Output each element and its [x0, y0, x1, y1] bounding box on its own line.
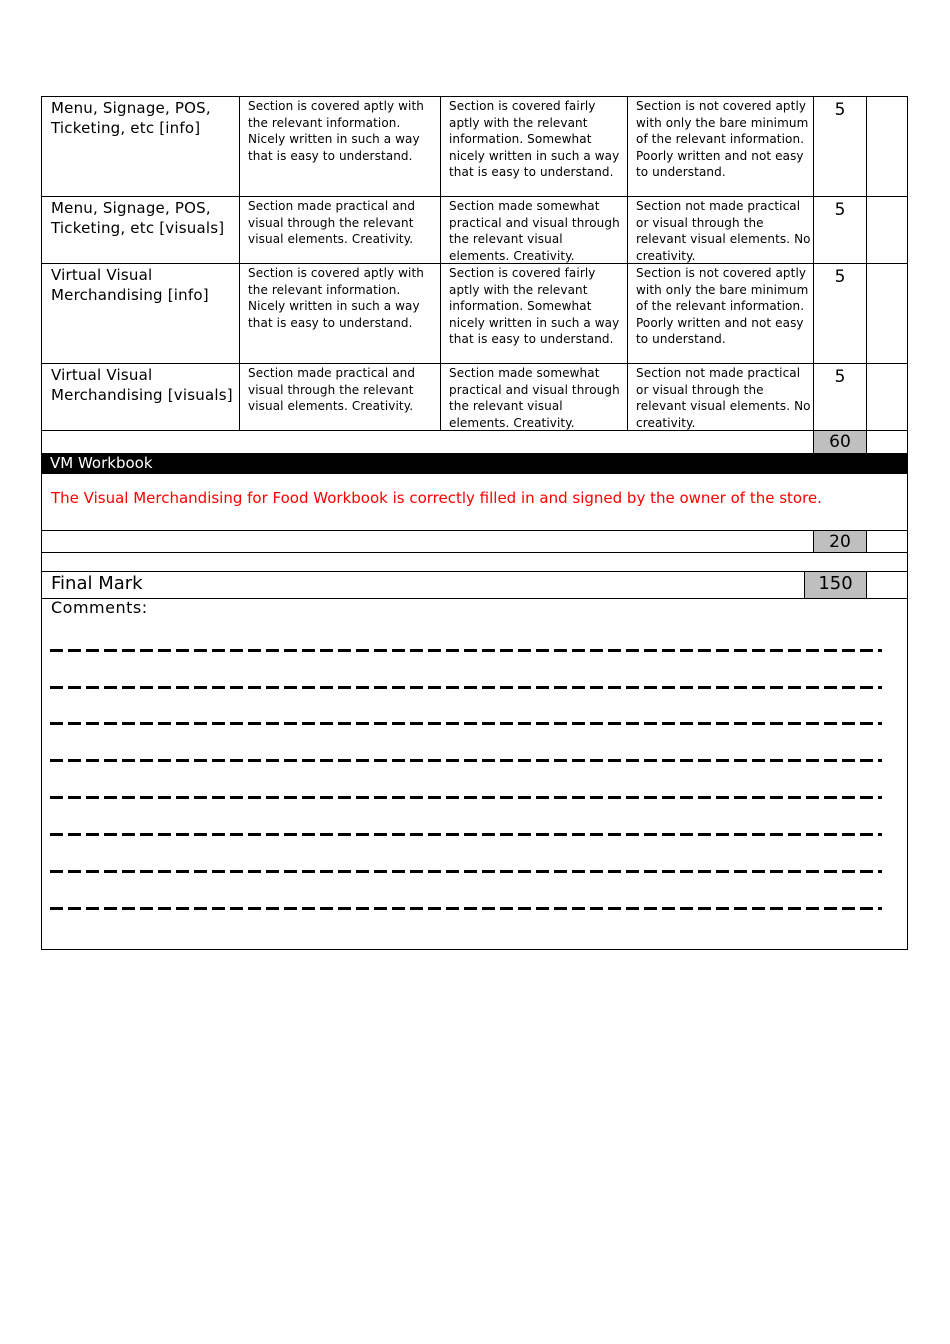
criterion-label: Virtual Visual Merchandising [visuals] — [51, 366, 233, 404]
descriptor-poor: Section is not covered aptly with only the bare minimum of the relevant information. Poorly written and not easy to understand. — [636, 266, 809, 347]
comments-border-bottom — [41, 949, 908, 950]
spacer-border-left — [41, 552, 42, 572]
section-total: 60 — [814, 431, 866, 453]
descriptor-excellent: Section made practical and visual through the relevant visual elements. Creativity. — [248, 366, 416, 414]
rubric-border-right — [907, 96, 908, 454]
comment-line[interactable] — [50, 796, 882, 799]
vm-workbook-description: The Visual Merchandising for Food Workbook is correctly filled in and signed by the owner of the store. — [51, 489, 822, 507]
criterion-label: Menu, Signage, POS, Ticketing, etc [info] — [51, 99, 211, 137]
comment-line[interactable] — [50, 722, 882, 725]
vm-divider — [41, 552, 908, 553]
vm-col-divider — [866, 530, 867, 552]
final-mark-label: Final Mark — [51, 573, 143, 594]
descriptor-average: Section made somewhat practical and visual through the relevant visual elements. Creativity. — [449, 366, 620, 430]
comments-border-left — [41, 598, 42, 950]
vm-workbook-total: 20 — [814, 531, 866, 552]
vm-border-left — [41, 474, 42, 552]
final-border-right — [907, 571, 908, 599]
comment-line[interactable] — [50, 686, 882, 689]
comment-line[interactable] — [50, 907, 882, 910]
vm-border-right — [907, 474, 908, 552]
comment-line[interactable] — [50, 833, 882, 836]
max-mark: 5 — [834, 100, 846, 120]
descriptor-average: Section is covered fairly aptly with the relevant information. Somewhat nicely written in such a way that is easy to understand. — [449, 266, 620, 347]
max-mark: 5 — [834, 200, 846, 220]
rubric-col-divider — [866, 96, 867, 454]
descriptor-excellent: Section made practical and visual through the relevant visual elements. Creativity. — [248, 199, 416, 247]
vm-workbook-header: VM Workbook — [41, 453, 908, 474]
comments-border-right — [907, 598, 908, 950]
spacer-border-right — [907, 552, 908, 572]
descriptor-excellent: Section is covered aptly with the relevant information. Nicely written in such a way that is easy to understand. — [248, 266, 424, 330]
vm-divider — [41, 530, 908, 531]
final-mark-value: 150 — [805, 572, 866, 598]
max-mark: 5 — [834, 367, 846, 387]
comment-line[interactable] — [50, 759, 882, 762]
descriptor-average: Section made somewhat practical and visual through the relevant visual elements. Creativity. — [449, 199, 620, 263]
descriptor-poor: Section not made practical or visual through the relevant visual elements. No creativity. — [636, 366, 811, 430]
comments-label: Comments: — [51, 598, 148, 617]
descriptor-poor: Section is not covered aptly with only the bare minimum of the relevant information. Poorly written and not easy to understand. — [636, 99, 809, 180]
descriptor-excellent: Section is covered aptly with the relevant information. Nicely written in such a way that is easy to understand. — [248, 99, 424, 163]
criterion-label: Menu, Signage, POS, Ticketing, etc [visuals] — [51, 199, 225, 237]
final-col-divider — [866, 571, 867, 599]
comment-line[interactable] — [50, 649, 882, 652]
descriptor-poor: Section not made practical or visual through the relevant visual elements. No creativity. — [636, 199, 811, 263]
criterion-label: Virtual Visual Merchandising [info] — [51, 266, 209, 304]
max-mark: 5 — [834, 267, 846, 287]
descriptor-average: Section is covered fairly aptly with the relevant information. Somewhat nicely written in such a way that is easy to understand. — [449, 99, 620, 180]
comment-line[interactable] — [50, 870, 882, 873]
